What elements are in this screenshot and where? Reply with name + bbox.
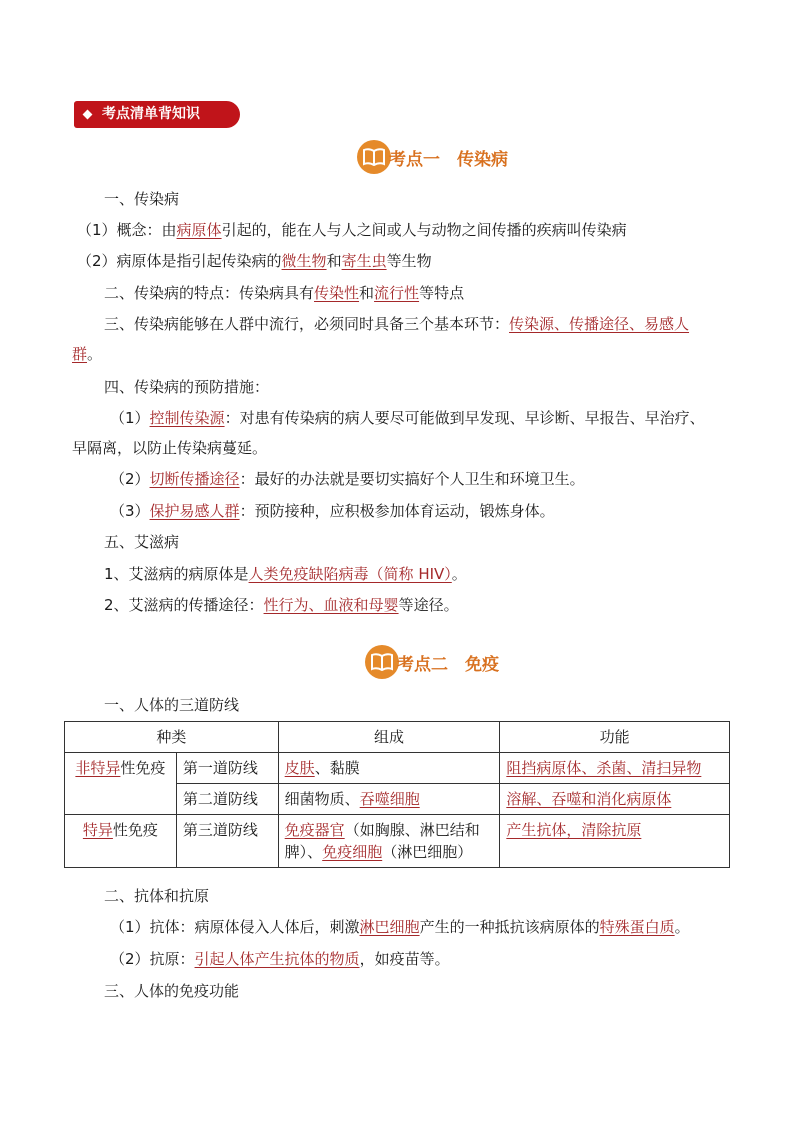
- section-1-heading: [357, 140, 537, 174]
- header-composition: 组成: [278, 722, 500, 753]
- prevention-1-cont: 早隔离，以防止传染病蔓延。: [72, 439, 268, 457]
- s2-heading-2: 二、抗体和抗原: [104, 887, 210, 905]
- prevention-1: （1）控制传染源：对患有传染病的病人要尽可能做到早发现、早诊断、早报告、早治疗、: [110, 409, 705, 427]
- antibody-line: （1）抗体：病原体侵入人体后，刺激淋巴细胞产生的一种抵抗该病原体的特殊蛋白质。: [110, 918, 690, 936]
- links-line-cont: 群。: [72, 345, 103, 363]
- section-badge: [74, 101, 240, 128]
- aids-title: 五、艾滋病: [104, 533, 180, 551]
- table-row: [65, 753, 730, 784]
- line-cell: 第二道防线: [176, 784, 278, 815]
- header-function: 功能: [500, 722, 730, 753]
- features-line: 二、传染病的特点：传染病具有传染性和流行性等特点: [104, 284, 465, 302]
- s2-heading-1: 一、人体的三道防线: [104, 696, 240, 714]
- diamond-icon: [83, 110, 93, 120]
- s1-heading-1: 一、传染病: [104, 190, 180, 208]
- pathogen-line: （2）病原体是指引起传染病的微生物和寄生虫等生物: [77, 252, 432, 270]
- nonspecific-cell: 非特异性免疫: [65, 753, 177, 815]
- line-cell: 第一道防线: [176, 753, 278, 784]
- prevention-3: （3）保护易感人群：预防接种，应积极参加体育运动，锻炼身体。: [110, 502, 555, 520]
- specific-cell: 特异性免疫: [65, 815, 177, 868]
- function-cell: 产生抗体，清除抗原: [500, 815, 730, 868]
- table-header-row: [65, 722, 730, 753]
- function-cell: 溶解、吞噬和消化病原体: [500, 784, 730, 815]
- prevention-title: 四、传染病的预防措施：: [104, 378, 270, 396]
- antigen-line: （2）抗原：引起人体产生抗体的物质，如疫苗等。: [110, 950, 450, 968]
- composition-cell: 细菌物质、吞噬细胞: [278, 784, 500, 815]
- badge-label: 考点清单背知识: [102, 106, 200, 122]
- table-row: [65, 815, 730, 868]
- line-cell: 第三道防线: [176, 815, 278, 868]
- aids-line-1: 1、艾滋病的病原体是人类免疫缺陷病毒（简称 HIV）。: [104, 565, 467, 583]
- s2-heading-3: 三、人体的免疫功能: [104, 982, 240, 1000]
- book-icon: [365, 645, 399, 679]
- defense-table: [64, 721, 730, 868]
- composition-cell: 免疫器官（如胸腺、淋巴结和脾）、免疫细胞（淋巴细胞）: [278, 815, 500, 868]
- function-cell: 阻挡病原体、杀菌、清扫异物: [500, 753, 730, 784]
- section-2-title: 考点二 免疫: [397, 655, 499, 675]
- prevention-2: （2）切断传播途径：最好的办法就是要切实搞好个人卫生和环境卫生。: [110, 470, 585, 488]
- header-type: 种类: [65, 722, 279, 753]
- book-icon: [357, 140, 391, 174]
- section-1-title: 考点一 传染病: [389, 150, 508, 170]
- concept-line: （1）概念：由病原体引起的，能在人与人之间或人与动物之间传播的疾病叫传染病: [77, 221, 627, 239]
- section-2-heading: [365, 645, 545, 679]
- aids-line-2: 2、艾滋病的传播途径：性行为、血液和母婴等途径。: [104, 596, 459, 614]
- links-line: 三、传染病能够在人群中流行，必须同时具备三个基本环节：传染源、传播途径、易感人: [104, 315, 690, 333]
- composition-cell: 皮肤、黏膜: [278, 753, 500, 784]
